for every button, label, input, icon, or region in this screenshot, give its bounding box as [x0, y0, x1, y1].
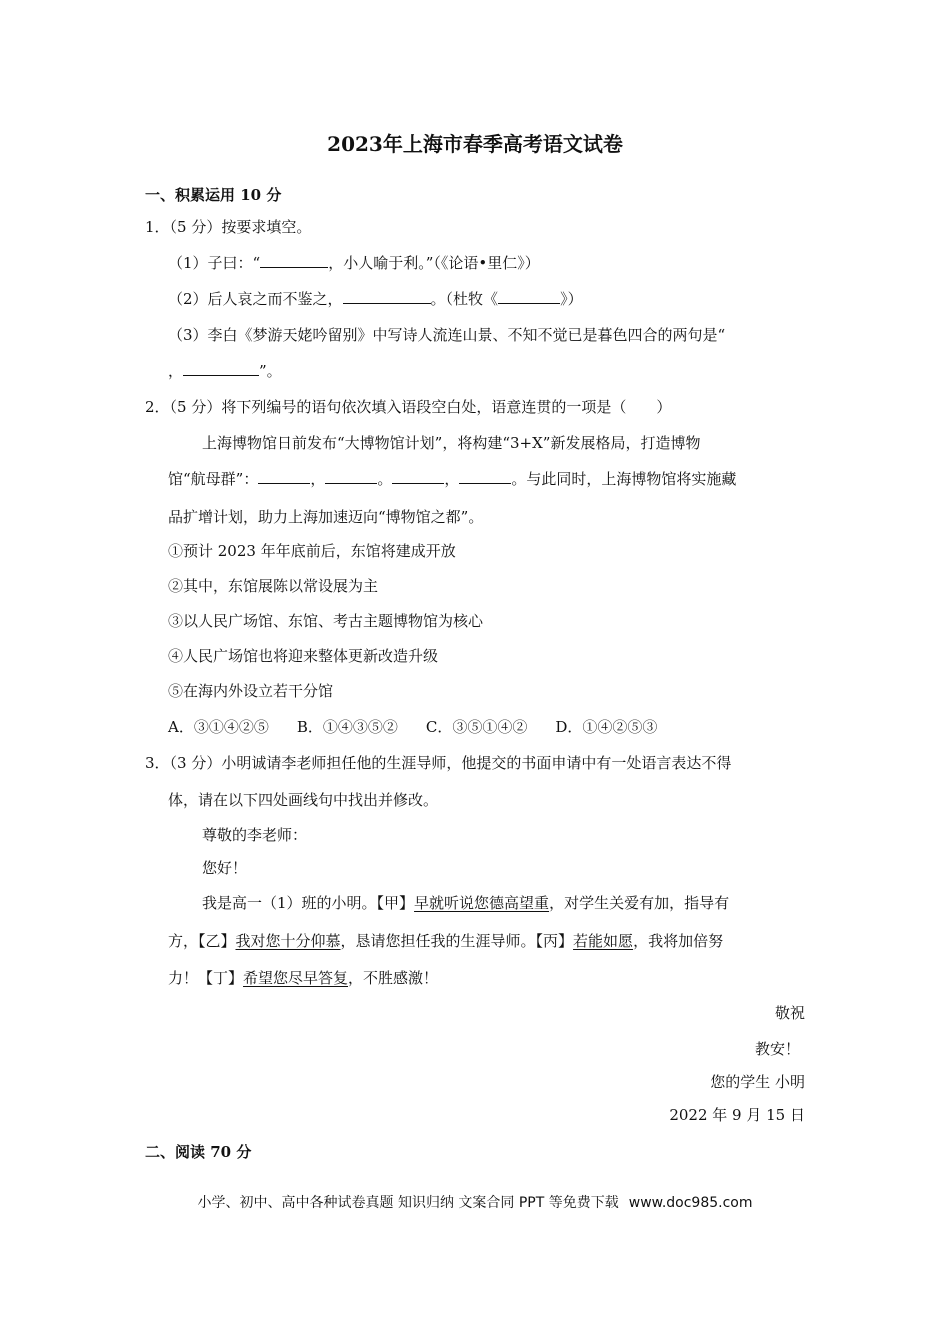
q1-part1-text-b: ，小人喻于利。”（《论语•里仁》）	[328, 254, 540, 272]
q2-item: ④人民广场馆也将迎来整体更新改造升级	[168, 647, 439, 665]
letter-text: 力！【丁】	[168, 969, 244, 987]
q1-part2-text-b: 。（杜牧《	[430, 290, 499, 308]
fill-blank[interactable]	[459, 469, 511, 484]
q1-part2-text-c: 》）	[560, 290, 583, 308]
q2-paragraph-line1: 上海博物馆日前发布“大博物馆计划”，将构建“3+X”新发展格局，打造博物	[202, 434, 701, 452]
fill-blank[interactable]	[343, 289, 431, 304]
underlined-sentence-ding: 希望您尽早答复	[243, 969, 349, 987]
page-title: 2023年上海市春季高考语文试卷	[327, 132, 623, 156]
q2-item: ⑤在海内外设立若干分馆	[168, 682, 334, 700]
footer-text: 小学、初中、高中各种试卷真题 知识归纳 文案合同 PPT 等免费下载	[197, 1195, 619, 1211]
section-heading-1: 一、积累运用 10 分	[145, 186, 282, 204]
q3-stem-line1: 3．（3 分）小明诚请李老师担任他的生涯导师，他提交的书面申请中有一处语言表达不得	[145, 754, 732, 772]
q2-item: ②其中，东馆展陈以常设展为主	[168, 577, 379, 595]
q1-stem: 1．（5 分）按要求填空。	[145, 218, 312, 236]
q2-paragraph-period: 。	[377, 470, 393, 488]
q2-options	[168, 716, 657, 738]
q1-part2-text-a: （2）后人哀之而不鉴之，	[168, 290, 343, 308]
q2-paragraph-line3: 品扩增计划，助力上海加速迈向“博物馆之都”。	[168, 508, 484, 526]
letter-greeting: 您好！	[202, 859, 248, 877]
letter-body-line1	[202, 892, 729, 914]
option-c[interactable]: C．③⑤①④②	[425, 718, 528, 736]
q1-part1-text-a: （1）子曰：“	[168, 254, 261, 272]
page-footer	[0, 1192, 950, 1212]
q1-part1	[168, 252, 540, 274]
q1-part3-line2	[168, 360, 282, 382]
fill-blank[interactable]	[498, 289, 560, 304]
q1-part3-text-b: ，	[168, 362, 184, 380]
q1-part2	[168, 288, 583, 310]
q3-stem-line2: 体，请在以下四处画线句中找出并修改。	[168, 791, 439, 809]
q2-item: ③以人民广场馆、东馆、考古主题博物馆为核心	[168, 612, 484, 630]
letter-body-line3	[168, 967, 438, 989]
letter-text: ，不胜感激！	[348, 969, 439, 987]
q2-stem: 2．（5 分）将下列编号的语句依次填入语段空白处，语意连贯的一项是（ ）	[145, 398, 672, 416]
q2-paragraph-line2	[168, 468, 736, 490]
letter-body-line2	[168, 930, 723, 952]
letter-text: ，对学生关爱有加，指导有	[549, 894, 730, 912]
fill-blank[interactable]	[392, 469, 444, 484]
letter-date: 2022 年 9 月 15 日	[669, 1106, 805, 1124]
fill-blank[interactable]	[183, 361, 259, 376]
underlined-sentence-bing: 若能如愿	[573, 932, 634, 950]
fill-blank[interactable]	[325, 469, 377, 484]
option-a[interactable]: A．③①④②⑤	[168, 718, 269, 736]
fill-blank[interactable]	[260, 253, 328, 268]
letter-text: 方，【乙】	[168, 932, 236, 950]
option-d[interactable]: D．①④②⑤③	[555, 718, 658, 736]
letter-signature: 您的学生 小明	[710, 1073, 805, 1091]
underlined-sentence-jia: 早就听说您德高望重	[414, 894, 550, 912]
q1-part3-text-c: ”。	[259, 362, 282, 380]
option-b[interactable]: B．①④③⑤②	[296, 718, 398, 736]
letter-closing-2: 教安！	[754, 1040, 800, 1058]
footer-link[interactable]: www.doc985.com	[628, 1195, 753, 1211]
q2-paragraph-comma: ，	[444, 470, 460, 488]
q1-part3-line1: （3）李白《梦游天姥吟留别》中写诗人流连山景、不知不觉已是暮色四合的两句是“	[168, 326, 726, 344]
underlined-sentence-yi: 我对您十分仰慕	[235, 932, 341, 950]
section-heading-2: 二、阅读 70 分	[145, 1143, 252, 1161]
letter-text: ，恳请您担任我的生涯导师。【丙】	[340, 932, 574, 950]
letter-closing-1: 敬祝	[774, 1004, 805, 1022]
q2-paragraph-text-b: 。与此同时，上海博物馆将实施藏	[511, 470, 737, 488]
letter-text: 我是高一（1）班的小明。【甲】	[202, 894, 415, 912]
letter-salutation: 尊敬的李老师：	[202, 826, 308, 844]
q2-paragraph-text-a: 馆“航母群”：	[168, 470, 259, 488]
q2-paragraph-comma: ，	[310, 470, 326, 488]
fill-blank[interactable]	[258, 469, 310, 484]
letter-text: ，我将加倍努	[633, 932, 724, 950]
q2-item: ①预计 2023 年年底前后，东馆将建成开放	[168, 542, 456, 560]
